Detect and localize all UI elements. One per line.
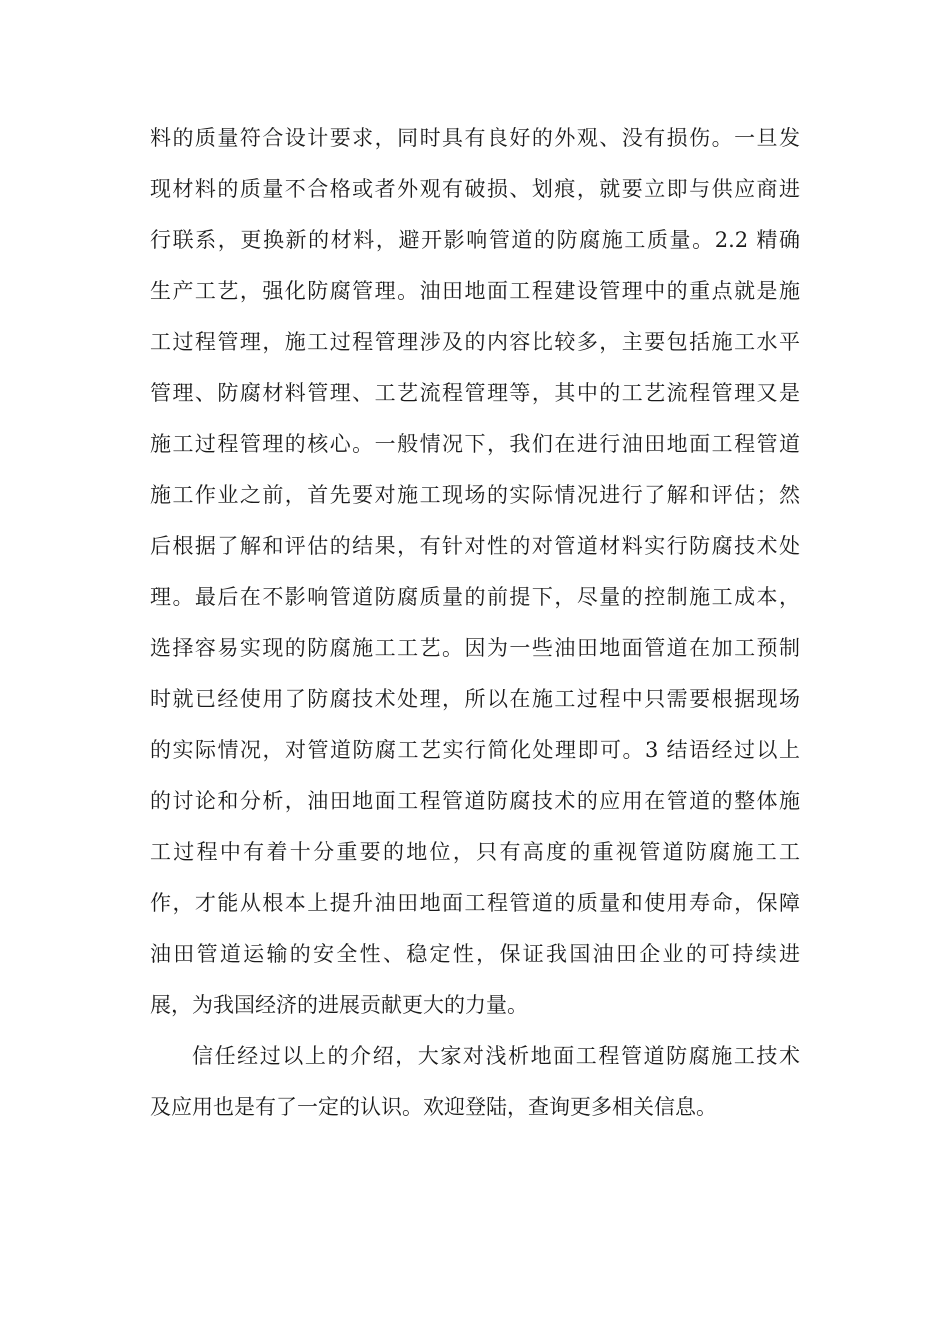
text-line: 施工作业之前，首先要对施工现场的实际情况进行了解和评估；然 (150, 483, 800, 507)
text-line: 展，为我国经济的进展贡献更大的力量。 (150, 993, 528, 1017)
text-line: 的讨论和分析，油田地面工程管道防腐技术的应用在管道的整体施 (150, 789, 800, 813)
text-line: 作，才能从根本上提升油田地面工程管道的质量和使用寿命，保障 (150, 891, 800, 915)
text-line: 现材料的质量不合格或者外观有破损、划痕，就要立即与供应商进 (150, 177, 800, 201)
text-line: 工过程中有着十分重要的地位，只有高度的重视管道防腐施工工 (150, 840, 800, 864)
text-line: 理。最后在不影响管道防腐质量的前提下，尽量的控制施工成本， (150, 585, 800, 609)
text-line: 施工过程管理的核心。一般情况下，我们在进行油田地面工程管道 (150, 432, 800, 456)
text-line: 油田管道运输的安全性、稳定性，保证我国油田企业的可持续进 (150, 942, 800, 966)
text-line: 料的质量符合设计要求，同时具有良好的外观、没有损伤。一旦发 (150, 126, 800, 150)
text-line: 生产工艺，强化防腐管理。油田地面工程建设管理中的重点就是施 (150, 279, 800, 303)
text-line: 及应用也是有了一定的认识。欢迎登陆，查询更多相关信息。 (150, 1095, 717, 1119)
text-line: 时就已经使用了防腐技术处理，所以在施工过程中只需要根据现场 (150, 687, 800, 711)
text-line: 信任经过以上的介绍，大家对浅析地面工程管道防腐施工技术 (192, 1044, 800, 1068)
text-line: 工过程管理，施工过程管理涉及的内容比较多，主要包括施工水平 (150, 330, 800, 354)
paragraph-1 (150, 113, 800, 1031)
text-line: 后根据了解和评估的结果，有针对性的对管道材料实行防腐技术处 (150, 534, 800, 558)
text-line: 的实际情况，对管道防腐工艺实行简化处理即可。3 结语经过以上 (150, 738, 800, 762)
text-line: 管理、防腐材料管理、工艺流程管理等，其中的工艺流程管理又是 (150, 381, 800, 405)
text-line: 选择容易实现的防腐施工工艺。因为一些油田地面管道在加工预制 (150, 636, 800, 660)
text-line: 行联系，更换新的材料，避开影响管道的防腐施工质量。2.2 精确 (150, 228, 800, 252)
document-body (150, 113, 800, 1133)
paragraph-2 (150, 1031, 800, 1133)
